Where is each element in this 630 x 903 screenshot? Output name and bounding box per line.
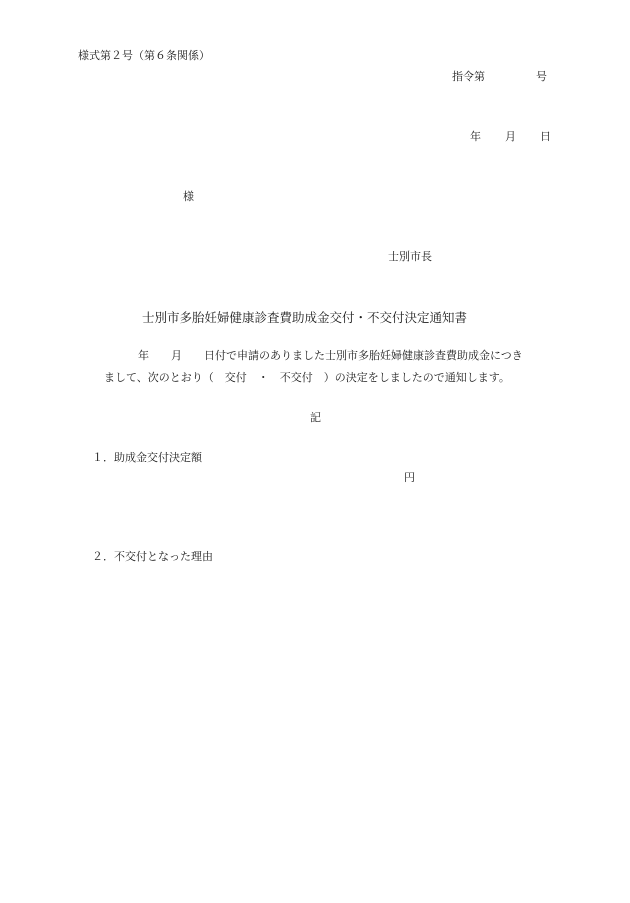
item-1-unit: 円 (404, 471, 415, 484)
addressee-suffix: 様 (183, 190, 194, 203)
reference-suffix: 号 (536, 70, 547, 83)
document-title: 士別市多胎妊婦健康診査費助成金交付・不交付決定通知書 (142, 310, 468, 325)
ki-heading: 記 (310, 411, 321, 424)
date-day: 日 (540, 130, 551, 143)
issuer-name: 士別市長 (388, 250, 432, 263)
date-month: 月 (505, 130, 516, 143)
date-year: 年 (470, 130, 481, 143)
body-line-2: まして、次のとおり（ 交付 ・ 不交付 ）の決定をしましたので通知します。 (104, 371, 510, 384)
item-1-label: １．助成金交付決定額 (92, 451, 202, 464)
item-2-label: ２．不交付となった理由 (92, 550, 213, 563)
body-line-1: 年 月 日付で申請のありました士別市多胎妊婦健康診査費助成金につき (138, 349, 523, 362)
reference-prefix: 指令第 (452, 70, 485, 83)
form-number: 様式第２号（第６条関係） (78, 49, 210, 62)
